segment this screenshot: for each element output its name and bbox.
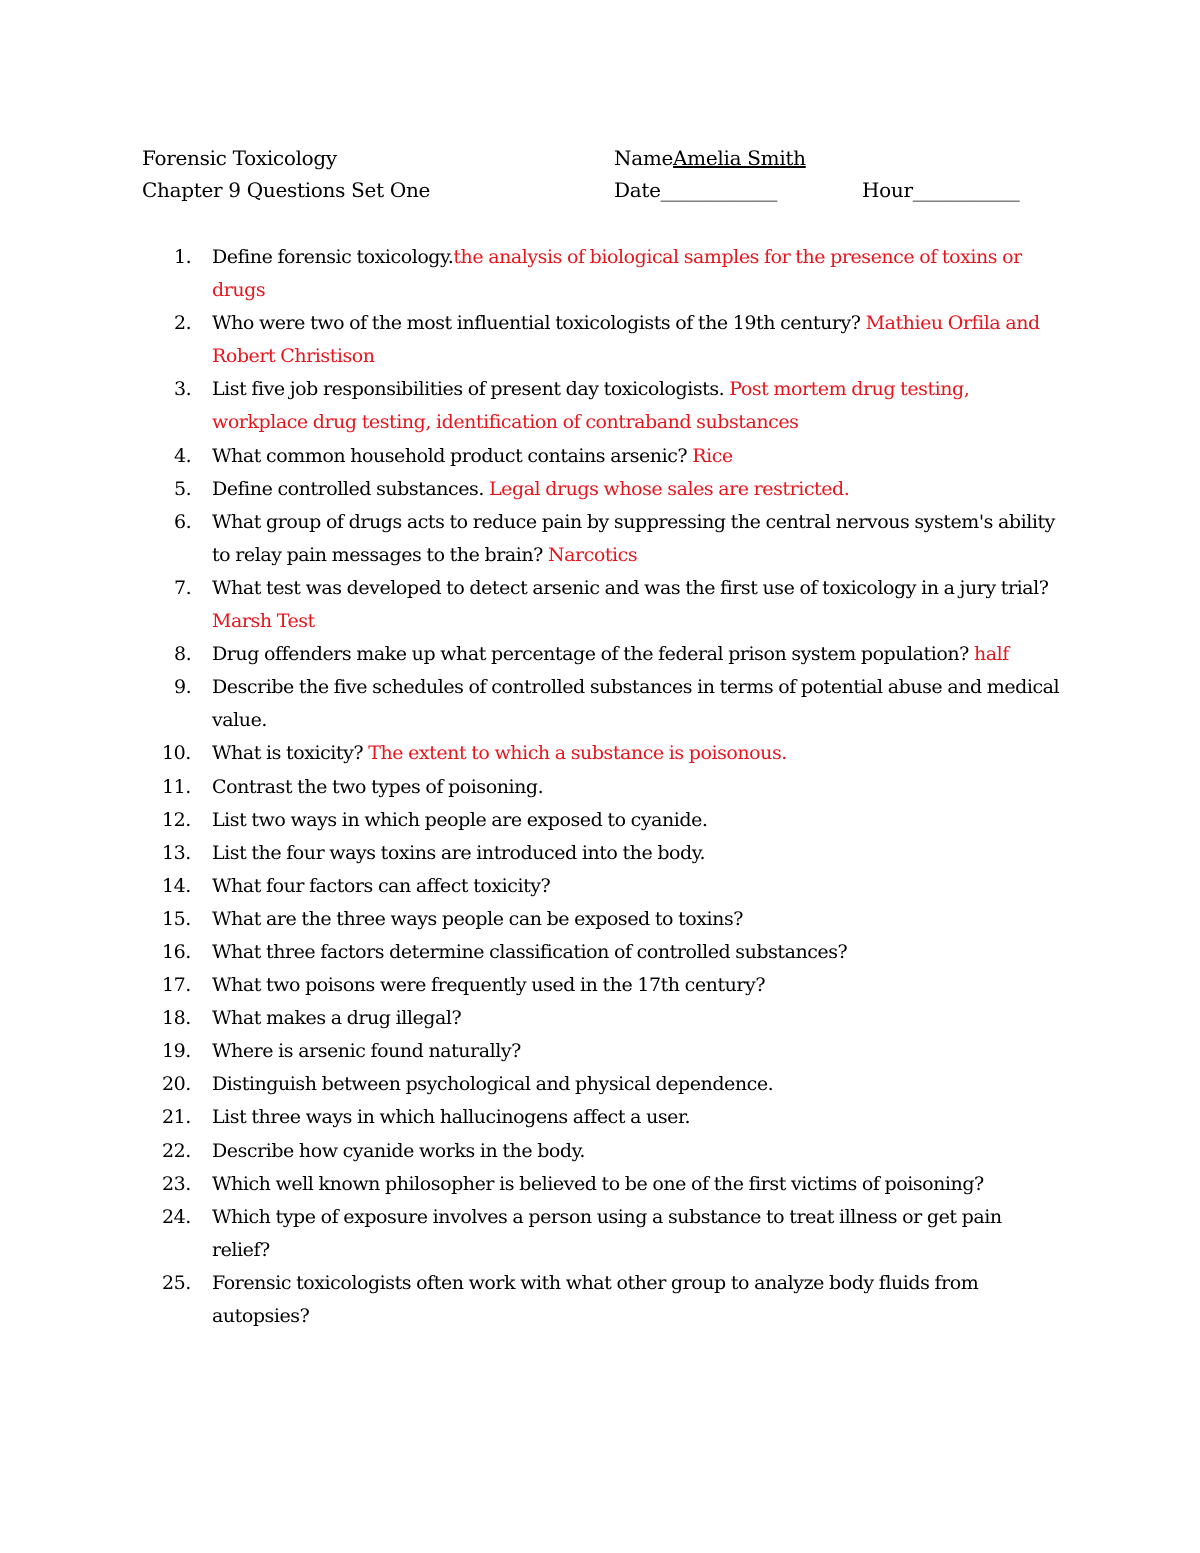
question-item [0,671,1200,737]
question-item [0,1267,1200,1333]
assignment-title: Chapter 9 Questions Set One [142,178,431,202]
question-number: 23. [162,1172,191,1195]
question-item [0,1035,1200,1068]
question-number: 13. [162,841,191,864]
question-number: 12. [162,808,191,831]
question-item [0,241,1200,307]
answer-text: Legal drugs whose sales are restricted. [489,477,850,500]
question-number: 5. [174,477,192,500]
question-number: 4. [174,444,192,467]
question-item [0,1168,1200,1201]
answer-text: Mathieu Orfila and Robert Christison [212,312,1040,368]
question-text: Drug offenders make up what percentage of the federal prison system population? [212,643,974,666]
question-item [0,1101,1200,1134]
question-number: 20. [162,1073,191,1096]
question-item [0,307,1200,373]
question-text: Which well known philosopher is believed to be one of the first victims of poisoning? [212,1172,984,1195]
hour-blank: ___________ [912,178,1020,202]
question-item [0,804,1200,837]
question-text: Distinguish between psychological and physical dependence. [212,1073,774,1096]
question-item [0,903,1200,936]
question-item [0,1135,1200,1168]
question-number: 1. [174,246,192,268]
question-text: Define forensic toxicology. [212,246,454,268]
date-line [614,174,806,206]
question-text: What two poisons were frequently used in the 17th century? [212,974,766,997]
question-number: 11. [162,775,191,798]
header-right [862,174,1019,206]
question-number: 6. [174,510,192,533]
question-text: Contrast the two types of poisoning. [212,775,544,798]
question-text: Where is arsenic found naturally? [212,1040,521,1063]
answer-text: Narcotics [547,543,638,566]
answer-text: The extent to which a substance is poisonous. [368,742,787,765]
question-text: List five job responsibilities of present day toxicologists. [212,378,730,401]
question-number: 15. [162,907,191,930]
hour-line [862,174,1019,206]
question-item [0,737,1200,770]
question-number: 14. [162,874,191,897]
question-text: List the four ways toxins are introduced into the body. [212,841,706,864]
question-number: 22. [162,1139,191,1162]
hour-label: Hour [862,178,913,202]
question-number: 3. [174,378,192,401]
answer-text: the analysis of biological samples for the presence of toxins or drugs [212,246,1022,302]
question-number: 10. [162,742,191,765]
header-mid [614,142,806,206]
question-item [0,837,1200,870]
question-item [0,771,1200,804]
question-item [0,1002,1200,1035]
question-number: 19. [162,1040,191,1063]
question-item [0,506,1200,572]
question-number: 7. [174,576,192,599]
question-item [0,572,1200,638]
date-label: Date [614,178,661,202]
question-item [0,936,1200,969]
question-text: Define controlled substances. [212,477,489,500]
name-value: Amelia Smith [673,146,806,170]
question-item [0,373,1200,439]
answer-text: Post mortem drug testing, workplace drug testing, identification of contraband substances [212,378,970,434]
question-number: 2. [174,312,192,335]
question-number: 21. [162,1106,191,1129]
question-item [0,1068,1200,1101]
question-text: Which type of exposure involves a person using a substance to treat illness or get pain relief? [212,1205,1002,1261]
question-text: What makes a drug illegal? [212,1007,462,1030]
question-text: What test was developed to detect arsenic and was the first use of toxicology in a jury trial? [212,576,1049,599]
question-text: Forensic toxicologists often work with what other group to analyze body fluids from autopsies? [212,1271,979,1327]
question-number: 17. [162,974,191,997]
question-number: 9. [174,676,192,699]
question-text: Who were two of the most influential toxicologists of the 19th century? [212,312,866,335]
question-item [0,473,1200,506]
question-text: What common household product contains arsenic? [212,444,693,467]
answer-text: half [973,643,1009,666]
date-blank: ____________ [660,178,778,202]
question-text: What four factors can affect toxicity? [212,874,551,897]
question-text: What are the three ways people can be exposed to toxins? [212,907,743,930]
question-item [0,1201,1200,1267]
question-item [0,440,1200,473]
question-text: What is toxicity? [212,742,369,765]
question-text: Describe the five schedules of controlled substances in terms of potential abuse and medical value. [212,676,1060,732]
answer-text: Rice [692,444,733,467]
answer-text: Marsh Test [212,610,315,633]
question-number: 25. [162,1271,191,1294]
question-list [0,241,1200,1333]
question-number: 18. [162,1007,191,1030]
question-text: List three ways in which hallucinogens affect a user. [212,1106,691,1129]
question-number: 16. [162,940,191,963]
question-item [0,870,1200,903]
header-left [142,142,430,206]
question-number: 24. [162,1205,191,1228]
name-label: Name [614,146,674,170]
question-text: List two ways in which people are exposed to cyanide. [212,808,708,831]
question-item [0,969,1200,1002]
question-text: Describe how cyanide works in the body. [212,1139,585,1162]
question-text: What group of drugs acts to reduce pain by suppressing the central nervous system's ability to relay pain messages to the brain? [212,510,1055,566]
course-title: Forensic Toxicology [142,146,337,170]
question-text: What three factors determine classification of controlled substances? [212,940,848,963]
name-line [614,142,806,174]
question-number: 8. [174,643,192,666]
question-item [0,638,1200,671]
